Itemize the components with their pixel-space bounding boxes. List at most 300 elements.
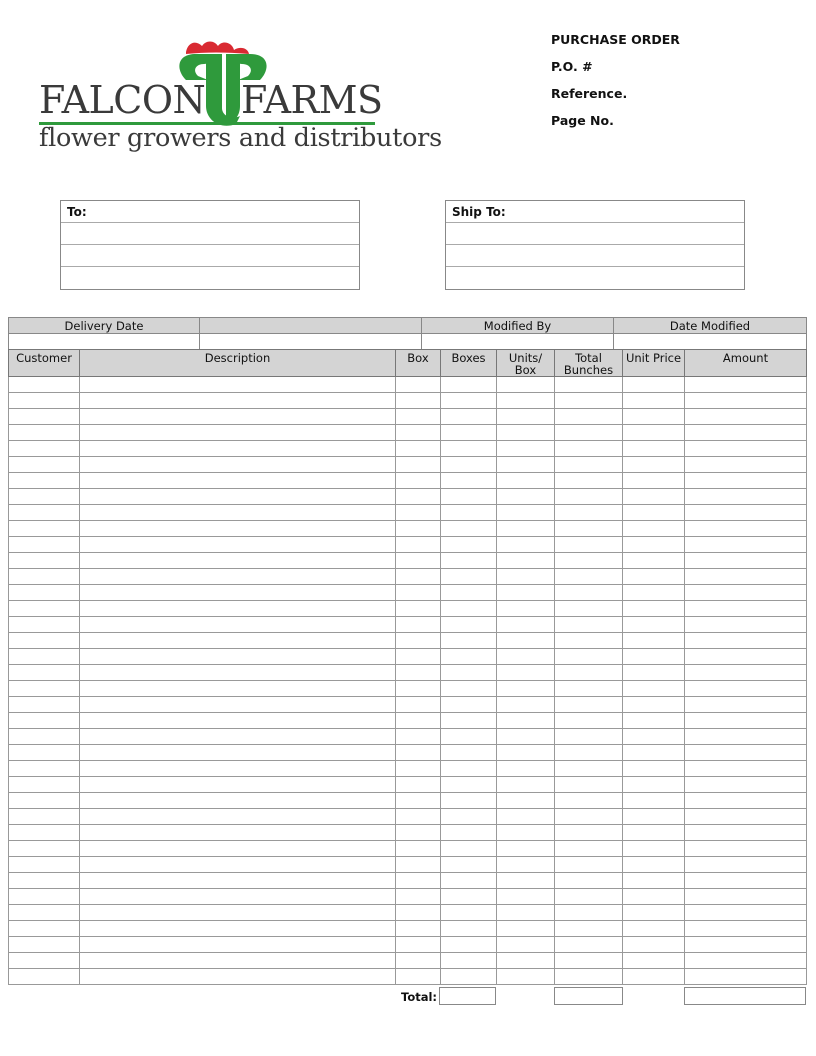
cell-total-bunches[interactable] xyxy=(555,777,623,793)
cell-amount[interactable] xyxy=(685,633,807,649)
cell-customer[interactable] xyxy=(9,745,80,761)
cell-customer[interactable] xyxy=(9,489,80,505)
cell-units-box[interactable] xyxy=(497,617,555,633)
cell-box[interactable] xyxy=(396,889,441,905)
cell-boxes[interactable] xyxy=(441,729,497,745)
cell-units-box[interactable] xyxy=(497,473,555,489)
cell-boxes[interactable] xyxy=(441,857,497,873)
cell-unit-price[interactable] xyxy=(623,889,685,905)
cell-units-box[interactable] xyxy=(497,729,555,745)
cell-box[interactable] xyxy=(396,857,441,873)
cell-total-bunches[interactable] xyxy=(555,633,623,649)
cell-unit-price[interactable] xyxy=(623,729,685,745)
cell-boxes[interactable] xyxy=(441,713,497,729)
cell-box[interactable] xyxy=(396,441,441,457)
cell-box[interactable] xyxy=(396,393,441,409)
cell-customer[interactable] xyxy=(9,953,80,969)
cell-boxes[interactable] xyxy=(441,873,497,889)
cell-units-box[interactable] xyxy=(497,569,555,585)
cell-amount[interactable] xyxy=(685,745,807,761)
cell-unit-price[interactable] xyxy=(623,713,685,729)
cell-customer[interactable] xyxy=(9,713,80,729)
cell-total-bunches[interactable] xyxy=(555,649,623,665)
cell-description[interactable] xyxy=(80,441,396,457)
cell-box[interactable] xyxy=(396,841,441,857)
cell-boxes[interactable] xyxy=(441,457,497,473)
cell-total-bunches[interactable] xyxy=(555,889,623,905)
cell-total-bunches[interactable] xyxy=(555,393,623,409)
cell-total-bunches[interactable] xyxy=(555,617,623,633)
cell-box[interactable] xyxy=(396,505,441,521)
cell-unit-price[interactable] xyxy=(623,809,685,825)
cell-boxes[interactable] xyxy=(441,889,497,905)
cell-customer[interactable] xyxy=(9,569,80,585)
cell-customer[interactable] xyxy=(9,617,80,633)
cell-customer[interactable] xyxy=(9,905,80,921)
cell-boxes[interactable] xyxy=(441,537,497,553)
cell-amount[interactable] xyxy=(685,537,807,553)
cell-units-box[interactable] xyxy=(497,393,555,409)
modified-by-cell[interactable] xyxy=(422,334,614,351)
cell-customer[interactable] xyxy=(9,809,80,825)
cell-units-box[interactable] xyxy=(497,969,555,985)
cell-customer[interactable] xyxy=(9,889,80,905)
cell-unit-price[interactable] xyxy=(623,473,685,489)
cell-unit-price[interactable] xyxy=(623,601,685,617)
cell-unit-price[interactable] xyxy=(623,969,685,985)
cell-unit-price[interactable] xyxy=(623,905,685,921)
cell-total-bunches[interactable] xyxy=(555,457,623,473)
cell-box[interactable] xyxy=(396,425,441,441)
to-row[interactable] xyxy=(61,223,359,245)
cell-unit-price[interactable] xyxy=(623,441,685,457)
delivery-date-value-cell[interactable] xyxy=(200,334,422,351)
cell-unit-price[interactable] xyxy=(623,489,685,505)
cell-boxes[interactable] xyxy=(441,681,497,697)
cell-description[interactable] xyxy=(80,553,396,569)
cell-unit-price[interactable] xyxy=(623,569,685,585)
cell-unit-price[interactable] xyxy=(623,377,685,393)
cell-amount[interactable] xyxy=(685,457,807,473)
cell-total-bunches[interactable] xyxy=(555,441,623,457)
cell-amount[interactable] xyxy=(685,921,807,937)
cell-amount[interactable] xyxy=(685,393,807,409)
cell-customer[interactable] xyxy=(9,409,80,425)
cell-unit-price[interactable] xyxy=(623,553,685,569)
cell-units-box[interactable] xyxy=(497,761,555,777)
cell-customer[interactable] xyxy=(9,793,80,809)
cell-box[interactable] xyxy=(396,585,441,601)
cell-unit-price[interactable] xyxy=(623,649,685,665)
cell-box[interactable] xyxy=(396,649,441,665)
cell-amount[interactable] xyxy=(685,761,807,777)
cell-boxes[interactable] xyxy=(441,489,497,505)
cell-boxes[interactable] xyxy=(441,441,497,457)
cell-units-box[interactable] xyxy=(497,633,555,649)
cell-customer[interactable] xyxy=(9,553,80,569)
cell-customer[interactable] xyxy=(9,857,80,873)
cell-description[interactable] xyxy=(80,569,396,585)
to-row[interactable] xyxy=(61,245,359,267)
cell-description[interactable] xyxy=(80,377,396,393)
cell-amount[interactable] xyxy=(685,777,807,793)
cell-customer[interactable] xyxy=(9,585,80,601)
cell-boxes[interactable] xyxy=(441,585,497,601)
cell-unit-price[interactable] xyxy=(623,409,685,425)
cell-description[interactable] xyxy=(80,937,396,953)
cell-boxes[interactable] xyxy=(441,937,497,953)
cell-box[interactable] xyxy=(396,409,441,425)
cell-total-bunches[interactable] xyxy=(555,873,623,889)
cell-amount[interactable] xyxy=(685,841,807,857)
cell-unit-price[interactable] xyxy=(623,537,685,553)
cell-total-bunches[interactable] xyxy=(555,553,623,569)
ship-to-row[interactable] xyxy=(446,245,744,267)
cell-box[interactable] xyxy=(396,873,441,889)
cell-box[interactable] xyxy=(396,521,441,537)
cell-units-box[interactable] xyxy=(497,553,555,569)
cell-total-bunches[interactable] xyxy=(555,425,623,441)
cell-box[interactable] xyxy=(396,681,441,697)
cell-total-bunches[interactable] xyxy=(555,681,623,697)
cell-boxes[interactable] xyxy=(441,409,497,425)
cell-box[interactable] xyxy=(396,825,441,841)
cell-total-bunches[interactable] xyxy=(555,505,623,521)
cell-boxes[interactable] xyxy=(441,793,497,809)
cell-boxes[interactable] xyxy=(441,473,497,489)
cell-amount[interactable] xyxy=(685,825,807,841)
cell-boxes[interactable] xyxy=(441,393,497,409)
cell-unit-price[interactable] xyxy=(623,665,685,681)
cell-units-box[interactable] xyxy=(497,649,555,665)
cell-total-bunches[interactable] xyxy=(555,585,623,601)
cell-unit-price[interactable] xyxy=(623,921,685,937)
cell-total-bunches[interactable] xyxy=(555,761,623,777)
cell-description[interactable] xyxy=(80,649,396,665)
cell-total-bunches[interactable] xyxy=(555,409,623,425)
cell-total-bunches[interactable] xyxy=(555,841,623,857)
cell-units-box[interactable] xyxy=(497,457,555,473)
cell-description[interactable] xyxy=(80,505,396,521)
cell-units-box[interactable] xyxy=(497,425,555,441)
cell-box[interactable] xyxy=(396,473,441,489)
cell-boxes[interactable] xyxy=(441,969,497,985)
cell-customer[interactable] xyxy=(9,425,80,441)
cell-description[interactable] xyxy=(80,809,396,825)
cell-amount[interactable] xyxy=(685,665,807,681)
cell-box[interactable] xyxy=(396,569,441,585)
cell-amount[interactable] xyxy=(685,425,807,441)
cell-boxes[interactable] xyxy=(441,921,497,937)
cell-box[interactable] xyxy=(396,761,441,777)
cell-description[interactable] xyxy=(80,761,396,777)
cell-unit-price[interactable] xyxy=(623,841,685,857)
cell-unit-price[interactable] xyxy=(623,745,685,761)
cell-boxes[interactable] xyxy=(441,953,497,969)
cell-amount[interactable] xyxy=(685,681,807,697)
cell-amount[interactable] xyxy=(685,617,807,633)
cell-amount[interactable] xyxy=(685,873,807,889)
cell-boxes[interactable] xyxy=(441,425,497,441)
total-bunches-field[interactable] xyxy=(554,987,623,1005)
cell-box[interactable] xyxy=(396,969,441,985)
cell-description[interactable] xyxy=(80,745,396,761)
cell-unit-price[interactable] xyxy=(623,873,685,889)
cell-customer[interactable] xyxy=(9,761,80,777)
cell-amount[interactable] xyxy=(685,489,807,505)
cell-total-bunches[interactable] xyxy=(555,377,623,393)
cell-box[interactable] xyxy=(396,489,441,505)
cell-description[interactable] xyxy=(80,393,396,409)
cell-total-bunches[interactable] xyxy=(555,969,623,985)
cell-amount[interactable] xyxy=(685,409,807,425)
cell-boxes[interactable] xyxy=(441,761,497,777)
cell-box[interactable] xyxy=(396,553,441,569)
cell-total-bunches[interactable] xyxy=(555,537,623,553)
cell-boxes[interactable] xyxy=(441,553,497,569)
cell-box[interactable] xyxy=(396,777,441,793)
cell-customer[interactable] xyxy=(9,873,80,889)
cell-units-box[interactable] xyxy=(497,601,555,617)
cell-units-box[interactable] xyxy=(497,585,555,601)
cell-customer[interactable] xyxy=(9,377,80,393)
cell-amount[interactable] xyxy=(685,713,807,729)
cell-boxes[interactable] xyxy=(441,569,497,585)
cell-total-bunches[interactable] xyxy=(555,937,623,953)
cell-amount[interactable] xyxy=(685,857,807,873)
cell-description[interactable] xyxy=(80,457,396,473)
cell-description[interactable] xyxy=(80,857,396,873)
cell-total-bunches[interactable] xyxy=(555,729,623,745)
cell-customer[interactable] xyxy=(9,505,80,521)
cell-boxes[interactable] xyxy=(441,809,497,825)
cell-amount[interactable] xyxy=(685,473,807,489)
cell-units-box[interactable] xyxy=(497,857,555,873)
cell-description[interactable] xyxy=(80,969,396,985)
cell-description[interactable] xyxy=(80,777,396,793)
cell-total-bunches[interactable] xyxy=(555,857,623,873)
cell-description[interactable] xyxy=(80,409,396,425)
cell-amount[interactable] xyxy=(685,937,807,953)
cell-description[interactable] xyxy=(80,889,396,905)
cell-box[interactable] xyxy=(396,921,441,937)
cell-description[interactable] xyxy=(80,841,396,857)
cell-units-box[interactable] xyxy=(497,873,555,889)
cell-total-bunches[interactable] xyxy=(555,489,623,505)
cell-box[interactable] xyxy=(396,665,441,681)
cell-units-box[interactable] xyxy=(497,505,555,521)
cell-amount[interactable] xyxy=(685,601,807,617)
cell-units-box[interactable] xyxy=(497,377,555,393)
cell-amount[interactable] xyxy=(685,969,807,985)
cell-boxes[interactable] xyxy=(441,617,497,633)
cell-units-box[interactable] xyxy=(497,793,555,809)
cell-units-box[interactable] xyxy=(497,681,555,697)
cell-unit-price[interactable] xyxy=(623,937,685,953)
cell-customer[interactable] xyxy=(9,841,80,857)
cell-unit-price[interactable] xyxy=(623,585,685,601)
cell-total-bunches[interactable] xyxy=(555,473,623,489)
cell-boxes[interactable] xyxy=(441,649,497,665)
cell-amount[interactable] xyxy=(685,697,807,713)
cell-amount[interactable] xyxy=(685,905,807,921)
cell-boxes[interactable] xyxy=(441,521,497,537)
cell-unit-price[interactable] xyxy=(623,825,685,841)
cell-description[interactable] xyxy=(80,601,396,617)
cell-box[interactable] xyxy=(396,537,441,553)
cell-unit-price[interactable] xyxy=(623,793,685,809)
cell-units-box[interactable] xyxy=(497,921,555,937)
cell-total-bunches[interactable] xyxy=(555,601,623,617)
cell-customer[interactable] xyxy=(9,473,80,489)
cell-customer[interactable] xyxy=(9,601,80,617)
cell-unit-price[interactable] xyxy=(623,681,685,697)
cell-description[interactable] xyxy=(80,921,396,937)
ship-to-row[interactable] xyxy=(446,223,744,245)
cell-units-box[interactable] xyxy=(497,665,555,681)
ship-to-row[interactable] xyxy=(446,267,744,289)
cell-unit-price[interactable] xyxy=(623,633,685,649)
cell-boxes[interactable] xyxy=(441,505,497,521)
cell-boxes[interactable] xyxy=(441,377,497,393)
ship-to-address-box[interactable] xyxy=(445,200,745,290)
delivery-date-cell[interactable] xyxy=(9,334,200,351)
cell-box[interactable] xyxy=(396,745,441,761)
cell-units-box[interactable] xyxy=(497,953,555,969)
to-row[interactable] xyxy=(61,201,359,223)
cell-units-box[interactable] xyxy=(497,521,555,537)
cell-amount[interactable] xyxy=(685,441,807,457)
cell-unit-price[interactable] xyxy=(623,761,685,777)
cell-box[interactable] xyxy=(396,601,441,617)
cell-customer[interactable] xyxy=(9,937,80,953)
cell-customer[interactable] xyxy=(9,665,80,681)
date-modified-cell[interactable] xyxy=(614,334,807,351)
cell-customer[interactable] xyxy=(9,697,80,713)
cell-total-bunches[interactable] xyxy=(555,745,623,761)
ship-to-row[interactable] xyxy=(446,201,744,223)
total-amount-field[interactable] xyxy=(684,987,806,1005)
cell-description[interactable] xyxy=(80,697,396,713)
cell-box[interactable] xyxy=(396,697,441,713)
cell-amount[interactable] xyxy=(685,649,807,665)
total-boxes-field[interactable] xyxy=(439,987,496,1005)
cell-unit-price[interactable] xyxy=(623,521,685,537)
cell-unit-price[interactable] xyxy=(623,953,685,969)
cell-customer[interactable] xyxy=(9,521,80,537)
cell-description[interactable] xyxy=(80,521,396,537)
cell-total-bunches[interactable] xyxy=(555,905,623,921)
cell-total-bunches[interactable] xyxy=(555,569,623,585)
cell-amount[interactable] xyxy=(685,809,807,825)
cell-customer[interactable] xyxy=(9,457,80,473)
cell-units-box[interactable] xyxy=(497,713,555,729)
cell-unit-price[interactable] xyxy=(623,505,685,521)
cell-amount[interactable] xyxy=(685,553,807,569)
cell-boxes[interactable] xyxy=(441,665,497,681)
cell-total-bunches[interactable] xyxy=(555,521,623,537)
cell-description[interactable] xyxy=(80,633,396,649)
cell-customer[interactable] xyxy=(9,969,80,985)
cell-boxes[interactable] xyxy=(441,905,497,921)
cell-customer[interactable] xyxy=(9,777,80,793)
cell-customer[interactable] xyxy=(9,393,80,409)
cell-units-box[interactable] xyxy=(497,537,555,553)
cell-customer[interactable] xyxy=(9,649,80,665)
cell-boxes[interactable] xyxy=(441,601,497,617)
to-address-box[interactable] xyxy=(60,200,360,290)
cell-description[interactable] xyxy=(80,729,396,745)
cell-description[interactable] xyxy=(80,953,396,969)
cell-units-box[interactable] xyxy=(497,825,555,841)
cell-unit-price[interactable] xyxy=(623,425,685,441)
cell-customer[interactable] xyxy=(9,633,80,649)
cell-box[interactable] xyxy=(396,633,441,649)
cell-customer[interactable] xyxy=(9,441,80,457)
cell-description[interactable] xyxy=(80,873,396,889)
cell-amount[interactable] xyxy=(685,953,807,969)
cell-boxes[interactable] xyxy=(441,697,497,713)
cell-box[interactable] xyxy=(396,617,441,633)
cell-description[interactable] xyxy=(80,617,396,633)
cell-unit-price[interactable] xyxy=(623,697,685,713)
cell-description[interactable] xyxy=(80,585,396,601)
cell-units-box[interactable] xyxy=(497,889,555,905)
cell-amount[interactable] xyxy=(685,793,807,809)
cell-description[interactable] xyxy=(80,905,396,921)
cell-box[interactable] xyxy=(396,905,441,921)
cell-units-box[interactable] xyxy=(497,697,555,713)
cell-units-box[interactable] xyxy=(497,777,555,793)
cell-units-box[interactable] xyxy=(497,937,555,953)
cell-unit-price[interactable] xyxy=(623,393,685,409)
cell-customer[interactable] xyxy=(9,681,80,697)
cell-customer[interactable] xyxy=(9,729,80,745)
cell-total-bunches[interactable] xyxy=(555,953,623,969)
cell-total-bunches[interactable] xyxy=(555,921,623,937)
cell-amount[interactable] xyxy=(685,585,807,601)
cell-total-bunches[interactable] xyxy=(555,809,623,825)
cell-description[interactable] xyxy=(80,793,396,809)
cell-customer[interactable] xyxy=(9,921,80,937)
cell-description[interactable] xyxy=(80,713,396,729)
cell-unit-price[interactable] xyxy=(623,857,685,873)
cell-box[interactable] xyxy=(396,729,441,745)
cell-box[interactable] xyxy=(396,809,441,825)
cell-amount[interactable] xyxy=(685,889,807,905)
cell-customer[interactable] xyxy=(9,825,80,841)
cell-total-bunches[interactable] xyxy=(555,793,623,809)
cell-units-box[interactable] xyxy=(497,841,555,857)
cell-description[interactable] xyxy=(80,681,396,697)
cell-description[interactable] xyxy=(80,537,396,553)
to-row[interactable] xyxy=(61,267,359,289)
cell-customer[interactable] xyxy=(9,537,80,553)
cell-unit-price[interactable] xyxy=(623,617,685,633)
cell-unit-price[interactable] xyxy=(623,457,685,473)
cell-box[interactable] xyxy=(396,713,441,729)
cell-amount[interactable] xyxy=(685,505,807,521)
cell-amount[interactable] xyxy=(685,569,807,585)
cell-box[interactable] xyxy=(396,953,441,969)
cell-unit-price[interactable] xyxy=(623,777,685,793)
cell-boxes[interactable] xyxy=(441,825,497,841)
cell-description[interactable] xyxy=(80,825,396,841)
cell-units-box[interactable] xyxy=(497,745,555,761)
cell-description[interactable] xyxy=(80,473,396,489)
cell-units-box[interactable] xyxy=(497,905,555,921)
cell-total-bunches[interactable] xyxy=(555,713,623,729)
